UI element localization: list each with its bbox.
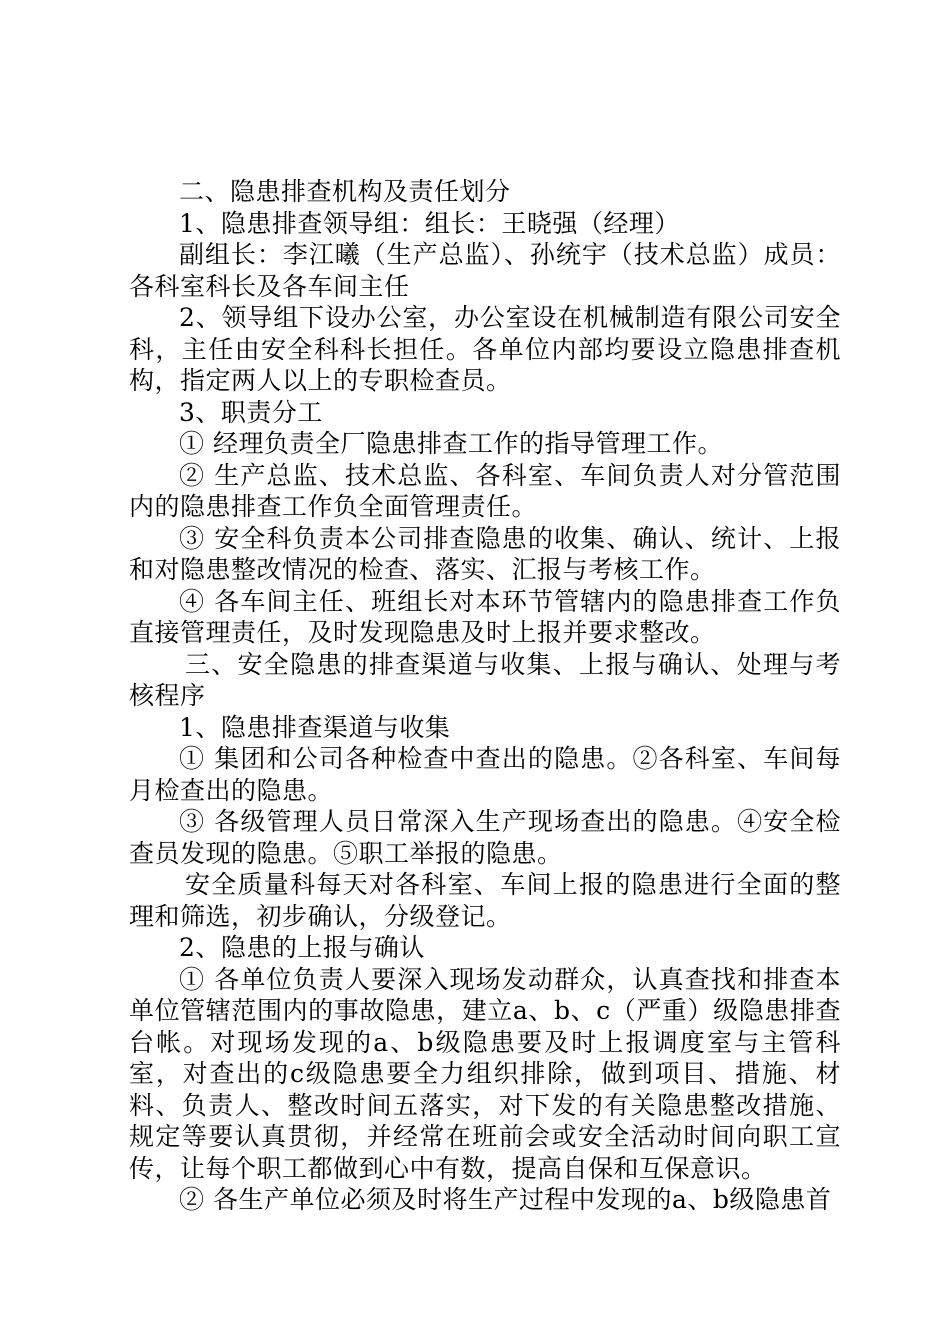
duty-item-2: ② 生产总监、技术总监、各科室、车间负责人对分管范围内的隐患排查工作负全面管理责任。 — [129, 460, 841, 521]
channel-item-2: ③ 各级管理人员日常深入生产现场查出的隐患。④安全检查员发现的隐患。⑤职工举报的隐患。 — [129, 807, 841, 868]
channel-summary: 安全质量科每天对各科室、车间上报的隐患进行全面的整理和筛选，初步确认，分级登记。 — [129, 870, 841, 931]
report-heading: 2、隐患的上报与确认 — [179, 933, 425, 962]
leader-group: 1、隐患排查领导组：组长：王晓强（经理） — [179, 208, 680, 238]
document-body — [129, 176, 841, 1216]
report-item-2: ② 各生产单位必须及时将生产过程中发现的a、b级隐患首 — [179, 1185, 832, 1214]
duty-item-1: ① 经理负责全厂隐患排查工作的指导管理工作。 — [179, 429, 723, 458]
report-item-1: ① 各单位负责人要深入现场发动群众，认真查找和排查本单位管辖范围内的事故隐患，建立a、b、c（严重）级隐患排查台帐。对现场发现的a、b级隐患要及时上报调度室与主管科室，对查出的c级隐患要全力组织排除，做到项目、措施、材料、负责人、整改时间五落实，对下发的有关隐患整改措施、规定等要认真贯彻，并经常在班前会或安全活动时间向职工宣传，让每个职工都做到心中有数，提高自保和互保意识。 — [129, 964, 841, 1183]
section-heading-2: 二、隐患排查机构及责任划分 — [179, 177, 511, 206]
duty-item-3: ③ 安全科负责本公司排查隐患的收集、确认、统计、上报和对隐患整改情况的检查、落实、汇报与考核工作。 — [129, 523, 841, 584]
duty-heading: 3、职责分工 — [179, 397, 323, 427]
channel-heading: 1、隐患排查渠道与收集 — [179, 712, 451, 742]
section-heading-3: 三、安全隐患的排查渠道与收集、上报与确认、处理与考核程序 — [129, 649, 841, 710]
channel-item-1: ① 集团和公司各种检查中查出的隐患。②各科室、车间每月检查出的隐患。 — [129, 744, 841, 805]
office-setup: 2、领导组下设办公室，办公室设在机械制造有限公司安全科，主任由安全科科长担任。各单位内部均要设立隐患排查机构，指定两人以上的专职检查员。 — [129, 303, 841, 395]
deputy-group: 副组长：李江曦（生产总监）、孙统宇（技术总监）成员：各科室科长及各车间主任 — [129, 240, 841, 301]
duty-item-4: ④ 各车间主任、班组长对本环节管辖内的隐患排查工作负直接管理责任，及时发现隐患及时上报并要求整改。 — [129, 586, 841, 647]
